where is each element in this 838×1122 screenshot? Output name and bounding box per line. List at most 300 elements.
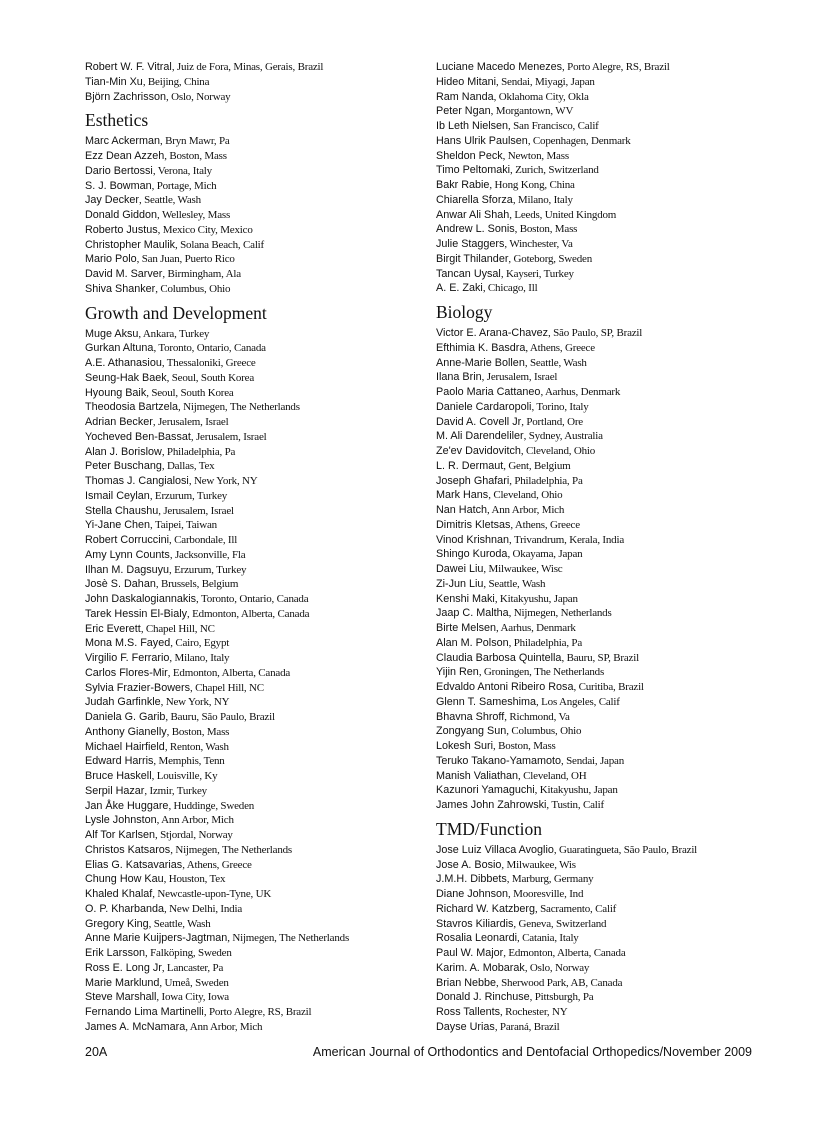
separator: , xyxy=(523,430,529,443)
reviewer-name: Robert W. F. Vitral xyxy=(85,61,172,73)
reviewer-location: Pittsburgh, Pa xyxy=(534,991,594,1004)
reviewer-entry xyxy=(85,474,425,489)
reviewer-name: Judah Garfinkle xyxy=(85,696,161,709)
reviewer-entry xyxy=(436,267,776,282)
reviewer-location: Aarhus, Denmark xyxy=(544,386,621,398)
reviewer-entry xyxy=(85,577,425,592)
reviewer-entry xyxy=(85,622,425,637)
separator: , xyxy=(508,607,514,620)
reviewer-entry xyxy=(436,887,776,902)
reviewer-location: Lancaster, Pa xyxy=(166,961,224,974)
reviewer-name: Christopher Maulik xyxy=(85,238,176,251)
separator: , xyxy=(561,651,567,664)
separator: , xyxy=(488,489,494,502)
reviewer-entry xyxy=(436,621,776,636)
reviewer-entry xyxy=(85,917,425,932)
reviewer-location: Sendai, Miyagi, Japan xyxy=(501,75,595,88)
reviewer-location: Torino, Italy xyxy=(536,400,589,413)
reviewer-name: Kenshi Maki xyxy=(436,592,495,605)
reviewer-location: Sherwood Park, AB, Canada xyxy=(501,976,623,989)
reviewer-entry xyxy=(436,843,776,858)
reviewer-name: Alan J. Borislow xyxy=(85,445,162,458)
reviewer-entry xyxy=(85,179,425,194)
reviewer-location: Winchester, Va xyxy=(509,238,573,250)
reviewer-location: Memphis, Tenn xyxy=(158,755,225,768)
reviewer-location: Tustin, Calif xyxy=(551,799,604,811)
reviewer-name: Daniele Cardaropoli xyxy=(436,400,532,413)
reviewer-location: Nijmegen, The Netherlands xyxy=(183,401,300,414)
separator: , xyxy=(548,327,554,339)
reviewer-name: David M. Sarver xyxy=(85,268,163,280)
reviewer-entry xyxy=(436,459,776,474)
separator: , xyxy=(536,695,542,708)
reviewer-name: Yi-Jane Chen xyxy=(85,519,151,532)
reviewer-entry xyxy=(436,193,776,208)
reviewer-entry xyxy=(436,990,776,1005)
reviewer-entry xyxy=(85,208,425,223)
separator: , xyxy=(483,577,489,590)
separator: , xyxy=(514,223,520,236)
reviewer-location: Paraná, Brazil xyxy=(499,1020,560,1033)
reviewer-name: Jaap C. Maltha xyxy=(436,607,509,620)
reviewer-entry xyxy=(436,356,776,371)
reviewer-location: Seattle, Wash xyxy=(144,194,201,207)
reviewer-location: Seattle, Wash xyxy=(153,917,211,930)
reviewer-name: Brian Nebbe xyxy=(436,976,497,989)
reviewer-entry xyxy=(85,60,425,75)
separator: , xyxy=(156,814,162,827)
reviewer-entry xyxy=(85,887,425,902)
reviewer-name: Lokesh Suri xyxy=(436,740,494,752)
section-heading: TMD/Function xyxy=(436,818,542,839)
reviewer-entry xyxy=(85,400,425,415)
separator: , xyxy=(158,504,164,517)
reviewer-name: Mark Hans xyxy=(436,489,489,502)
separator: , xyxy=(151,770,157,782)
reviewer-entry xyxy=(436,237,776,252)
reviewer-name: James A. McNamara xyxy=(85,1020,186,1033)
separator: , xyxy=(164,902,170,915)
reviewer-name: Ib Leth Nielsen xyxy=(436,120,509,132)
reviewer-location: Jerusalem, Israel xyxy=(195,430,267,443)
reviewer-name: Zongyang Sun xyxy=(436,725,507,738)
separator: , xyxy=(500,267,506,280)
reviewer-location: Okayama, Japan xyxy=(512,548,583,561)
separator: , xyxy=(185,1020,190,1033)
reviewer-location: Athens, Greece xyxy=(514,518,580,531)
separator: , xyxy=(503,947,509,959)
reviewer-location: Philadelphia, Pa xyxy=(166,445,236,458)
reviewer-location: Erzurum, Turkey xyxy=(154,489,228,502)
reviewer-location: Morgantown, WV xyxy=(495,105,574,118)
reviewer-name: Donald Giddon xyxy=(85,209,158,221)
reviewer-name: Khaled Khalaf xyxy=(85,888,153,900)
reviewer-name: James John Zahrowski xyxy=(436,799,547,811)
reviewer-location: Chapel Hill, NC xyxy=(145,622,215,635)
reviewer-name: Hyoung Baik xyxy=(85,386,147,399)
separator: , xyxy=(490,105,496,118)
reviewer-name: Björn Zachrisson xyxy=(85,90,167,103)
separator: , xyxy=(190,430,196,443)
separator: , xyxy=(170,637,176,650)
separator: , xyxy=(503,459,509,472)
separator: , xyxy=(513,917,519,930)
reviewer-entry xyxy=(436,415,776,430)
reviewer-name: Adrian Becker xyxy=(85,416,153,428)
reviewer-entry xyxy=(436,902,776,917)
reviewer-name: Birgit Thilander xyxy=(436,252,509,265)
reviewer-name: Paolo Maria Cattaneo xyxy=(436,386,541,398)
separator: , xyxy=(142,75,148,88)
separator: , xyxy=(508,888,514,900)
reviewer-entry xyxy=(436,208,776,223)
journal-title: American Journal of Orthodontics and Dentofacial Orthopedics/November 2009 xyxy=(312,1045,752,1059)
reviewer-entry xyxy=(436,104,776,119)
separator: , xyxy=(227,932,233,945)
reviewer-entry xyxy=(436,503,776,518)
reviewer-entry xyxy=(85,548,425,563)
reviewer-location: Geneva, Switzerland xyxy=(518,917,607,930)
reviewer-entry xyxy=(436,222,776,237)
separator: , xyxy=(517,932,523,945)
reviewer-entry xyxy=(436,961,776,976)
reviewer-location: Seattle, Wash xyxy=(488,577,546,590)
section xyxy=(436,60,776,296)
reviewer-location: Hong Kong, China xyxy=(494,179,575,191)
reviewer-name: Zi-Jun Liu xyxy=(436,577,484,590)
reviewer-location: Boston, Mass xyxy=(169,150,227,162)
reviewer-entry xyxy=(85,193,425,208)
reviewer-location: Kitakyushu, Japan xyxy=(539,784,618,797)
reviewer-name: Vinod Krishnan xyxy=(436,533,510,546)
separator: , xyxy=(138,327,143,340)
reviewer-entry xyxy=(436,518,776,533)
reviewer-location: Solana Beach, Calif xyxy=(180,238,264,251)
reviewer-name: Shingo Kuroda xyxy=(436,548,508,561)
reviewer-name: Yijin Ren xyxy=(436,666,479,679)
separator: , xyxy=(478,666,484,679)
reviewer-name: Jose A. Bosio xyxy=(436,858,502,871)
reviewer-name: Kazunori Yamaguchi xyxy=(436,784,535,797)
reviewer-location: Portage, Mich xyxy=(156,179,217,192)
separator: , xyxy=(159,976,165,989)
separator: , xyxy=(493,740,499,752)
reviewer-name: Teruko Takano-Yamamoto xyxy=(436,754,562,767)
reviewer-location: Athens, Greece xyxy=(529,341,595,354)
separator: , xyxy=(510,164,516,177)
reviewer-name: L. R. Dermaut xyxy=(436,459,504,472)
reviewer-name: Sheldon Peck xyxy=(436,149,503,162)
reviewer-name: Nan Hatch xyxy=(436,504,488,516)
reviewer-name: Dimitris Kletsas xyxy=(436,518,511,531)
reviewer-location: Louisville, Ky xyxy=(156,770,218,782)
reviewer-entry xyxy=(85,238,425,253)
reviewer-name: Peter Ngan xyxy=(436,105,491,118)
reviewer-location: New Delhi, India xyxy=(169,902,243,915)
reviewer-entry xyxy=(85,504,425,519)
reviewer-entry xyxy=(85,149,425,164)
reviewer-name: Luciane Macedo Menezes xyxy=(436,61,563,73)
reviewer-name: Paul W. Major xyxy=(436,947,504,959)
separator: , xyxy=(496,622,501,634)
separator: , xyxy=(203,1006,209,1018)
separator: , xyxy=(161,460,167,473)
reviewer-location: Toronto, Ontario, Canada xyxy=(158,342,266,355)
reviewer-entry xyxy=(85,386,425,401)
separator: , xyxy=(489,179,495,191)
reviewer-location: Nijmegen, The Netherlands xyxy=(232,932,350,945)
reviewer-name: Stella Chaushu xyxy=(85,504,159,517)
reviewer-location: New York, NY xyxy=(193,475,258,487)
reviewer-name: Hideo Mitani xyxy=(436,75,497,88)
reviewer-entry xyxy=(436,754,776,769)
reviewer-location: Umeå, Sweden xyxy=(164,976,229,989)
reviewer-entry xyxy=(436,739,776,754)
separator: , xyxy=(501,858,507,871)
section xyxy=(436,818,776,1035)
reviewer-location: Bauru, São Paulo, Brazil xyxy=(170,711,275,723)
separator: , xyxy=(512,193,518,206)
reviewer-name: Eric Everett xyxy=(85,622,141,635)
reviewer-name: Muge Aksu xyxy=(85,327,139,340)
reviewer-location: Jerusalem, Israel xyxy=(163,504,234,517)
reviewer-entry xyxy=(85,961,425,976)
reviewer-location: Falköping, Sweden xyxy=(150,947,232,959)
reviewer-location: Kayseri, Turkey xyxy=(505,267,574,280)
reviewer-entry xyxy=(436,606,776,621)
separator: , xyxy=(157,209,162,221)
separator: , xyxy=(153,342,159,355)
reviewer-name: John Daskalogiannakis xyxy=(85,593,197,605)
reviewer-entry xyxy=(436,710,776,725)
reviewer-entry xyxy=(436,178,776,193)
reviewer-location: Edmonton, Alberta, Canada xyxy=(172,666,291,679)
reviewer-entry xyxy=(436,769,776,784)
reviewer-entry xyxy=(85,946,425,961)
separator: , xyxy=(509,208,515,221)
reviewer-entry xyxy=(436,872,776,887)
reviewer-location: Bryn Mawr, Pa xyxy=(165,135,230,148)
reviewer-location: Erzurum, Turkey xyxy=(174,563,247,576)
reviewer-location: Ankara, Turkey xyxy=(142,327,210,340)
separator: , xyxy=(161,357,167,369)
reviewer-entry xyxy=(85,976,425,991)
separator: , xyxy=(506,725,512,738)
reviewer-location: Mooresville, Ind xyxy=(513,888,584,900)
reviewer-name: Efthimia K. Basdra xyxy=(436,341,526,354)
reviewer-entry xyxy=(85,902,425,917)
reviewer-name: Anwar Ali Shah xyxy=(436,208,510,221)
section xyxy=(436,301,776,813)
separator: , xyxy=(156,991,162,1004)
reviewer-entry xyxy=(85,371,425,386)
reviewer-entry xyxy=(436,695,776,710)
reviewer-name: Anne-Marie Bollen xyxy=(436,356,525,369)
reviewer-location: Oklahoma City, Okla xyxy=(498,90,589,103)
reviewer-entry xyxy=(436,60,776,75)
reviewer-name: Ezz Dean Azzeh xyxy=(85,150,165,162)
reviewer-entry xyxy=(436,547,776,562)
reviewer-entry xyxy=(85,489,425,504)
separator: , xyxy=(169,548,175,561)
reviewer-name: Karim. A. Mobarak xyxy=(436,961,525,974)
reviewer-location: Kitakyushu, Japan xyxy=(499,592,578,605)
reviewer-location: New York, NY xyxy=(165,696,230,709)
separator: , xyxy=(166,371,172,384)
separator: , xyxy=(504,710,510,723)
reviewer-name: Michael Hairfield xyxy=(85,740,165,753)
right-column xyxy=(436,60,776,1035)
reviewer-name: Bruce Haskell xyxy=(85,770,152,782)
reviewer-entry xyxy=(436,341,776,356)
reviewer-location: Porto Alegre, RS, Brazil xyxy=(208,1006,312,1018)
reviewer-name: Mona M.S. Fayed xyxy=(85,637,171,650)
separator: , xyxy=(151,179,157,192)
separator: , xyxy=(155,578,161,591)
reviewer-location: Ann Arbor, Mich xyxy=(491,504,565,516)
reviewer-location: Seoul, South Korea xyxy=(171,371,255,384)
reviewer-location: Sendai, Japan xyxy=(566,754,625,767)
page-number: 20A xyxy=(85,1045,108,1059)
reviewer-entry xyxy=(436,1005,776,1020)
reviewer-name: Jan Åke Huggare xyxy=(85,799,169,812)
reviewer-location: Cairo, Egypt xyxy=(175,637,230,650)
reviewer-name: Victor E. Arana-Chavez xyxy=(436,327,549,339)
reviewer-location: Richmond, Va xyxy=(509,710,570,723)
separator: , xyxy=(562,61,568,73)
separator: , xyxy=(169,652,175,664)
reviewer-entry xyxy=(85,784,425,799)
reviewer-entry xyxy=(85,813,425,828)
reviewer-name: Stavros Kiliardis xyxy=(436,917,514,930)
reviewer-location: Jacksonville, Fla xyxy=(174,548,246,561)
reviewer-name: Theodosia Bartzela xyxy=(85,401,179,414)
reviewer-location: Brussels, Belgium xyxy=(160,578,239,591)
reviewer-entry xyxy=(85,769,425,784)
reviewer-name: David A. Covell Jr xyxy=(436,415,522,428)
reviewer-location: Renton, Wash xyxy=(169,740,229,753)
reviewer-name: Andrew L. Sonis xyxy=(436,223,515,236)
reviewer-name: Ross Tallents xyxy=(436,1006,501,1018)
separator: , xyxy=(168,799,174,812)
separator: , xyxy=(152,164,158,177)
separator: , xyxy=(506,873,512,886)
reviewer-location: San Francisco, Calif xyxy=(513,120,599,132)
separator: , xyxy=(164,150,170,162)
reviewer-entry xyxy=(85,740,425,755)
separator: , xyxy=(553,843,559,856)
reviewer-location: Ann Arbor, Mich xyxy=(161,814,234,827)
reviewer-name: Elias G. Katsavarias xyxy=(85,858,183,871)
separator: , xyxy=(167,666,173,679)
reviewer-entry xyxy=(85,651,425,666)
reviewer-name: J.M.H. Dibbets xyxy=(436,873,507,886)
reviewer-entry xyxy=(85,636,425,651)
reviewer-name: Edvaldo Antoni Ribeiro Rosa xyxy=(436,681,574,693)
reviewer-location: Thessaloniki, Greece xyxy=(166,357,256,369)
reviewer-entry xyxy=(436,724,776,739)
reviewer-entry xyxy=(85,1005,425,1020)
separator: , xyxy=(165,711,171,723)
reviewer-location: Iowa City, Iowa xyxy=(161,991,229,1004)
reviewer-name: Serpil Hazar xyxy=(85,784,145,797)
section-heading: Esthetics xyxy=(85,110,149,131)
reviewer-entry xyxy=(436,488,776,503)
reviewer-entry xyxy=(85,75,425,90)
reviewer-location: Cleveland, Ohio xyxy=(493,489,563,502)
reviewer-entry xyxy=(85,843,425,858)
reviewer-name: Gurkan Altuna xyxy=(85,342,154,355)
separator: , xyxy=(496,75,502,88)
reviewer-entry xyxy=(436,163,776,178)
reviewer-name: S. J. Bowman xyxy=(85,179,152,192)
reviewer-name: Chiarella Sforza xyxy=(436,193,513,206)
separator: , xyxy=(163,873,169,886)
reviewer-entry xyxy=(85,415,425,430)
reviewer-entry xyxy=(436,370,776,385)
reviewer-name: Ross E. Long Jr xyxy=(85,961,162,974)
reviewer-location: São Paulo, SP, Brazil xyxy=(553,327,643,339)
separator: , xyxy=(140,622,146,635)
reviewer-entry xyxy=(436,444,776,459)
reviewer-location: Leeds, United Kingdom xyxy=(514,208,617,221)
reviewer-entry xyxy=(436,429,776,444)
reviewer-name: Lysle Johnston xyxy=(85,814,157,827)
reviewer-location: Edmonton, Alberta, Canada xyxy=(192,607,310,620)
reviewer-name: M. Ali Darendeliler xyxy=(436,430,524,443)
reviewer-location: Mexico City, Mexico xyxy=(162,223,253,236)
separator: , xyxy=(152,888,158,900)
reviewer-entry xyxy=(85,681,425,696)
reviewer-name: Sylvia Frazier-Bowers xyxy=(85,681,190,694)
reviewer-entry xyxy=(85,695,425,710)
reviewer-name: Julie Staggers xyxy=(436,238,505,250)
separator: , xyxy=(164,740,170,753)
reviewer-location: Izmir, Turkey xyxy=(149,784,207,797)
separator: , xyxy=(178,401,184,414)
reviewer-entry xyxy=(85,607,425,622)
reviewer-entry xyxy=(85,858,425,873)
separator: , xyxy=(510,518,515,531)
separator: , xyxy=(157,223,163,236)
reviewer-location: Jerusalem, Israel xyxy=(486,371,558,384)
separator: , xyxy=(481,371,487,384)
reviewer-location: Milwaukee, Wis xyxy=(506,858,576,871)
reviewer-location: Seoul, South Korea xyxy=(151,386,234,399)
separator: , xyxy=(139,194,145,207)
reviewer-location: Chapel Hill, NC xyxy=(195,681,264,694)
reviewer-name: Timo Peltomaki xyxy=(436,164,510,177)
reviewer-name: Alan M. Polson xyxy=(436,636,509,649)
reviewer-location: Boston, Mass xyxy=(171,725,230,738)
reviewer-name: Carlos Flores-Mir xyxy=(85,666,168,679)
reviewer-entry xyxy=(85,1020,425,1035)
separator: , xyxy=(196,593,201,605)
reviewer-name: Fernando Lima Martinelli xyxy=(85,1006,204,1018)
reviewer-location: Oslo, Norway xyxy=(171,90,231,103)
reviewer-entry xyxy=(436,149,776,164)
separator: , xyxy=(188,475,194,487)
separator: , xyxy=(509,474,515,487)
reviewer-location: Newton, Mass xyxy=(507,149,569,162)
reviewer-location: Columbus, Ohio xyxy=(511,725,582,738)
reviewer-entry xyxy=(85,459,425,474)
separator: , xyxy=(150,519,155,532)
reviewer-name: Ze'ev Davidovitch xyxy=(436,445,521,457)
reviewer-entry xyxy=(85,872,425,887)
reviewer-entry xyxy=(436,651,776,666)
reviewer-location: Stjordal, Norway xyxy=(160,829,233,841)
